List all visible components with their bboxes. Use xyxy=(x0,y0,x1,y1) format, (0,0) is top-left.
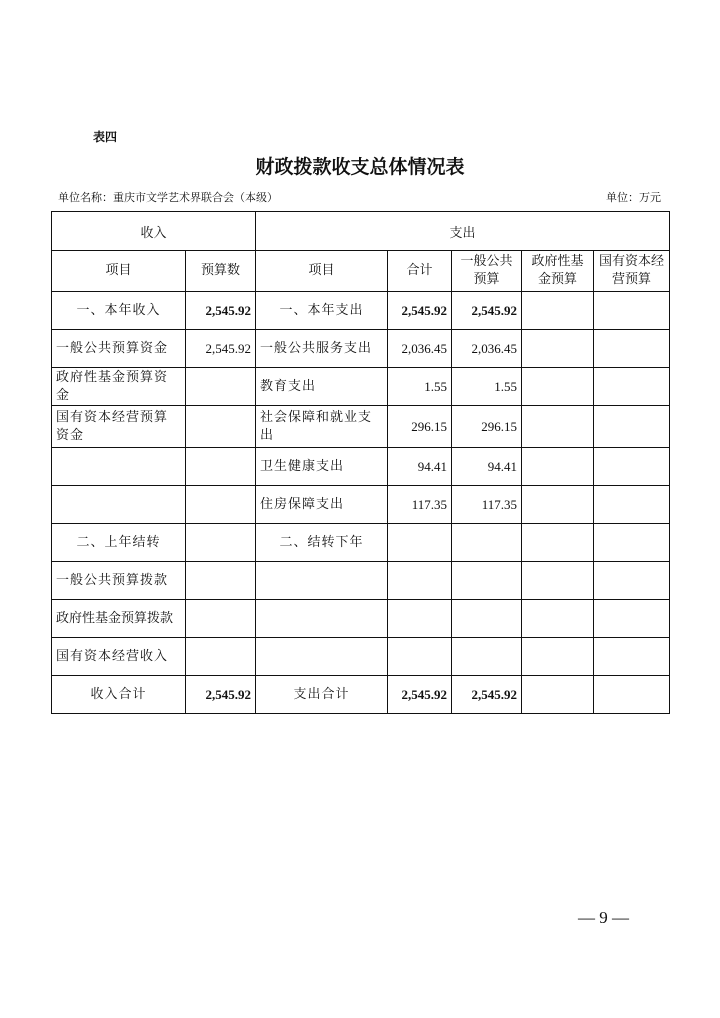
expense-total: 2,545.92 xyxy=(388,292,452,330)
income-value xyxy=(186,368,256,406)
table-row xyxy=(52,562,670,600)
expense-item: 二、结转下年 xyxy=(256,524,388,562)
expense-fund xyxy=(522,524,594,562)
expense-fund xyxy=(522,638,594,676)
expense-total-label: 支出合计 xyxy=(256,676,388,714)
expense-item: 一、本年支出 xyxy=(256,292,388,330)
expense-general xyxy=(452,524,522,562)
expense-state xyxy=(594,562,670,600)
expense-fund xyxy=(522,562,594,600)
expense-total xyxy=(388,562,452,600)
income-item: 一般公共预算拨款 xyxy=(52,562,186,600)
expense-fund xyxy=(522,676,594,714)
expense-total: 94.41 xyxy=(388,448,452,486)
header-item: 项目 xyxy=(52,251,186,292)
income-value xyxy=(186,406,256,448)
income-item: 一、本年收入 xyxy=(52,292,186,330)
table-row xyxy=(52,676,670,714)
header-fund-budget: 政府性基金预算 xyxy=(522,251,594,292)
expense-total xyxy=(388,638,452,676)
expense-item xyxy=(256,600,388,638)
expense-state xyxy=(594,406,670,448)
expense-item xyxy=(256,562,388,600)
expense-total xyxy=(388,524,452,562)
header-total: 合计 xyxy=(388,251,452,292)
section-income: 收入 xyxy=(52,212,256,251)
expense-total: 296.15 xyxy=(388,406,452,448)
page-number: — 9 — xyxy=(578,908,629,927)
header-item: 项目 xyxy=(256,251,388,292)
expense-fund xyxy=(522,448,594,486)
expense-state xyxy=(594,524,670,562)
expense-fund xyxy=(522,330,594,368)
expense-state xyxy=(594,368,670,406)
section-expense: 支出 xyxy=(256,212,670,251)
expense-general: 2,545.92 xyxy=(452,676,522,714)
income-item: 一般公共预算资金 xyxy=(52,330,186,368)
table-row xyxy=(52,368,670,406)
unit-label: 单位：万元 xyxy=(606,191,661,204)
income-item: 国有资本经营收入 xyxy=(52,638,186,676)
income-value: 2,545.92 xyxy=(186,292,256,330)
income-item: 政府性基金预算拨款 xyxy=(52,600,186,638)
expense-state xyxy=(594,330,670,368)
table-row xyxy=(52,486,670,524)
header-general-budget: 一般公共预算 xyxy=(452,251,522,292)
table-row xyxy=(52,292,670,330)
table-label: 表四 xyxy=(93,130,118,144)
expense-fund xyxy=(522,406,594,448)
income-value xyxy=(186,562,256,600)
income-value: 2,545.92 xyxy=(186,330,256,368)
income-value xyxy=(186,448,256,486)
income-item: 二、上年结转 xyxy=(52,524,186,562)
expense-general: 2,545.92 xyxy=(452,292,522,330)
expense-general: 94.41 xyxy=(452,448,522,486)
expense-total xyxy=(388,600,452,638)
income-item: 政府性基金预算资金 xyxy=(52,368,186,406)
unit-name: 单位名称：重庆市文学艺术界联合会（本级） xyxy=(58,191,278,204)
expense-item: 一般公共服务支出 xyxy=(256,330,388,368)
income-item: 国有资本经营预算资金 xyxy=(52,406,186,448)
page-title: 财政拨款收支总体情况表 xyxy=(255,156,465,178)
expense-item: 卫生健康支出 xyxy=(256,448,388,486)
expense-general: 117.35 xyxy=(452,486,522,524)
expense-fund xyxy=(522,292,594,330)
header-state-budget: 国有资本经营预算 xyxy=(594,251,670,292)
expense-item: 教育支出 xyxy=(256,368,388,406)
header-budget: 预算数 xyxy=(186,251,256,292)
expense-state xyxy=(594,638,670,676)
income-item xyxy=(52,486,186,524)
income-total-value: 2,545.92 xyxy=(186,676,256,714)
expense-total: 1.55 xyxy=(388,368,452,406)
expense-state xyxy=(594,676,670,714)
expense-total: 2,036.45 xyxy=(388,330,452,368)
expense-total: 117.35 xyxy=(388,486,452,524)
expense-fund xyxy=(522,600,594,638)
income-total-label: 收入合计 xyxy=(52,676,186,714)
income-item xyxy=(52,448,186,486)
expense-state xyxy=(594,448,670,486)
expense-general xyxy=(452,600,522,638)
expense-state xyxy=(594,486,670,524)
expense-total: 2,545.92 xyxy=(388,676,452,714)
table-row xyxy=(52,406,670,448)
income-value xyxy=(186,486,256,524)
table-row xyxy=(52,330,670,368)
table-row xyxy=(52,600,670,638)
expense-state xyxy=(594,600,670,638)
expense-fund xyxy=(522,368,594,406)
expense-general: 296.15 xyxy=(452,406,522,448)
expense-item: 社会保障和就业支出 xyxy=(256,406,388,448)
expense-state xyxy=(594,292,670,330)
expense-fund xyxy=(522,486,594,524)
fiscal-table xyxy=(51,211,670,714)
expense-item xyxy=(256,638,388,676)
expense-general: 2,036.45 xyxy=(452,330,522,368)
table-row xyxy=(52,524,670,562)
expense-general xyxy=(452,638,522,676)
expense-item: 住房保障支出 xyxy=(256,486,388,524)
expense-general: 1.55 xyxy=(452,368,522,406)
table-row xyxy=(52,448,670,486)
expense-general xyxy=(452,562,522,600)
table-row xyxy=(52,638,670,676)
income-value xyxy=(186,600,256,638)
income-value xyxy=(186,524,256,562)
income-value xyxy=(186,638,256,676)
